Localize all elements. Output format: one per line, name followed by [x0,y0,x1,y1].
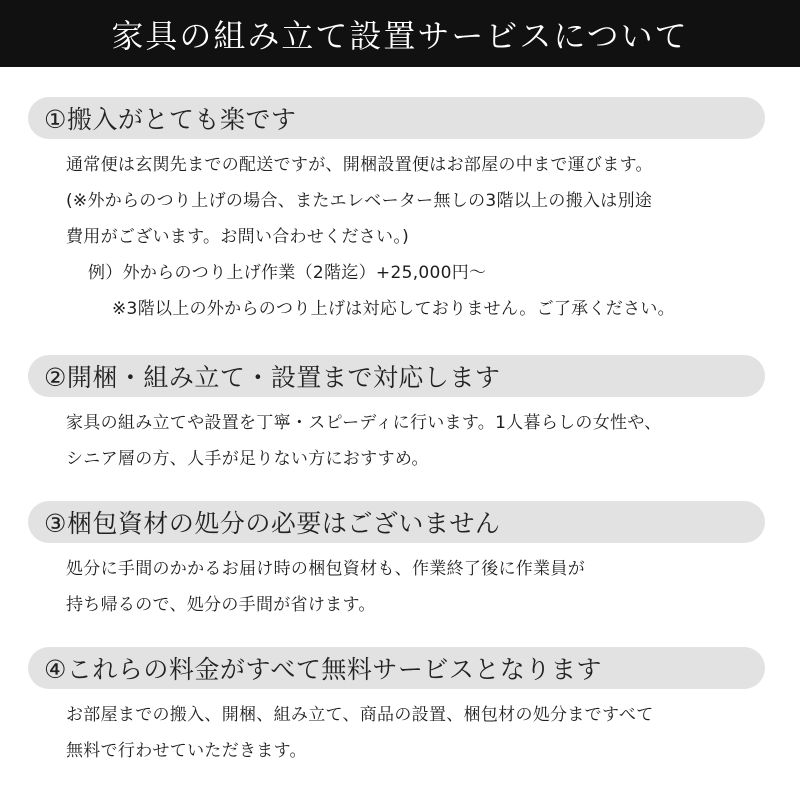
section-1-line-2: (※外からのつり上げの場合、またエレベーター無しの3階以上の搬入は別途 [66,191,653,211]
section-heading-1 [28,97,765,139]
section-heading-text: ④これらの料金がすべて無料サービスとなります [44,655,602,684]
section-1-note-line: ※3階以上の外からのつり上げは対応しておりません。ご了承ください。 [112,299,675,319]
page-title: 家具の組み立て設置サービスについて [111,16,689,55]
section-4-line-1: お部屋までの搬入、開梱、組み立て、商品の設置、梱包材の処分まですべて [66,705,654,725]
section-heading-2 [28,355,765,397]
section-4-line-2: 無料で行わせていただきます。 [66,741,307,761]
section-1-line-3: 費用がございます。お問い合わせください。) [66,227,410,247]
section-heading-text: ③梱包資材の処分の必要はございません [44,509,501,538]
section-heading-text: ①搬入がとても楽です [44,105,297,134]
section-1-example-line: 例）外からのつり上げ作業（2階迄）+25,000円～ [88,263,487,283]
page-title-banner [0,0,800,67]
section-3-line-1: 処分に手間のかかるお届け時の梱包資材も、作業終了後に作業員が [66,559,585,579]
section-heading-text: ②開梱・組み立て・設置まで対応します [44,363,501,392]
section-1-line-1: 通常便は玄関先までの配送ですが、開梱設置便はお部屋の中まで運びます。 [66,155,653,175]
section-heading-3 [28,501,765,543]
section-heading-4 [28,647,765,689]
section-3-line-2: 持ち帰るので、処分の手間が省けます。 [66,595,376,615]
section-2-line-1: 家具の組み立てや設置を丁寧・スピーディに行います。1人暮らしの女性や、 [66,413,662,433]
section-2-line-2: シニア層の方、人手が足りない方におすすめ。 [66,449,429,469]
